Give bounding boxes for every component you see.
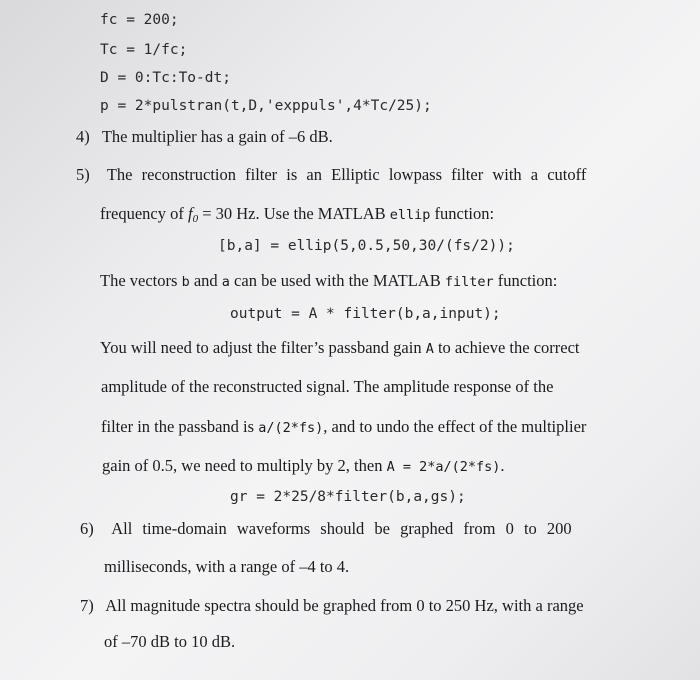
f-symbol: f: [187, 204, 193, 223]
item-5-line-7: [102, 456, 505, 476]
text-span: , and to undo the effect of the multiplier: [323, 417, 587, 436]
item-5-line-6: [101, 417, 586, 437]
item-4: [76, 127, 333, 147]
var-A: A: [425, 341, 434, 357]
item-5-line-3: [100, 271, 557, 291]
var-b: b: [181, 274, 190, 290]
code-output: output = A * filter(b,a,input);: [230, 306, 501, 322]
code-line-tc: Tc = 1/fc;: [100, 42, 188, 58]
item-6-line-1: [80, 519, 572, 539]
f0-symbol: [188, 204, 198, 223]
code-line-pulstran: p = 2*pulstran(t,D,'exppuls',4*Tc/25);: [100, 98, 432, 114]
text-span: You will need to adjust the filter’s passband gain: [100, 338, 426, 357]
text-span: function:: [493, 271, 558, 290]
text-span: gain of 0.5, we need to multiply by 2, then: [102, 456, 387, 475]
text-span: The vectors: [100, 271, 182, 290]
item-6-line-2: milliseconds, with a range of –4 to 4.: [104, 557, 350, 576]
item-7-line-1: [80, 596, 584, 616]
code-line-fc: fc = 200;: [100, 12, 179, 28]
code-line-d: D = 0:Tc:To-dt;: [100, 70, 231, 86]
item-text: All magnitude spectra should be graphed from 0 to 250 Hz, with a range: [105, 596, 584, 615]
text-span: filter in the passband is: [101, 417, 259, 436]
text-span: .: [500, 456, 505, 475]
item-number: 4): [76, 127, 90, 146]
var-a: a: [221, 274, 230, 290]
item-text: The reconstruction filter is an Elliptic lowpass filter with a cutoff: [106, 165, 587, 184]
text-span: function:: [430, 204, 495, 223]
text-span: can be used with the MATLAB: [229, 271, 445, 290]
text-span: and: [189, 271, 222, 290]
f-subscript: 0: [192, 213, 199, 225]
text-span: to achieve the correct: [433, 338, 580, 357]
text-span: = 30 Hz. Use the MATLAB: [198, 204, 390, 223]
code-gr: gr = 2*25/8*filter(b,a,gs);: [230, 489, 466, 505]
item-number: 7): [80, 596, 94, 615]
item-number: 6): [80, 519, 94, 538]
item-5-line-1: [76, 165, 586, 185]
item-5-line-5: amplitude of the reconstructed signal. The amplitude response of the: [101, 377, 554, 396]
code-a-over-2fs: a/(2*fs): [258, 420, 324, 436]
item-text: All time-domain waveforms should be graphed from 0 to 200: [111, 519, 572, 538]
code-A-equation: A = 2*a/(2*fs): [386, 459, 501, 475]
filter-func-name: filter: [444, 274, 494, 290]
ellip-func-name: ellip: [389, 207, 431, 223]
item-number: 5): [76, 165, 90, 184]
item-5-line-2: [100, 204, 494, 225]
item-text: The multiplier has a gain of –6 dB.: [101, 127, 333, 146]
code-ellip: [b,a] = ellip(5,0.5,50,30/(fs/2));: [218, 238, 515, 254]
item-7-line-2: of –70 dB to 10 dB.: [104, 632, 236, 651]
item-5-line-4: [100, 338, 580, 358]
text-span: frequency of: [100, 204, 188, 223]
